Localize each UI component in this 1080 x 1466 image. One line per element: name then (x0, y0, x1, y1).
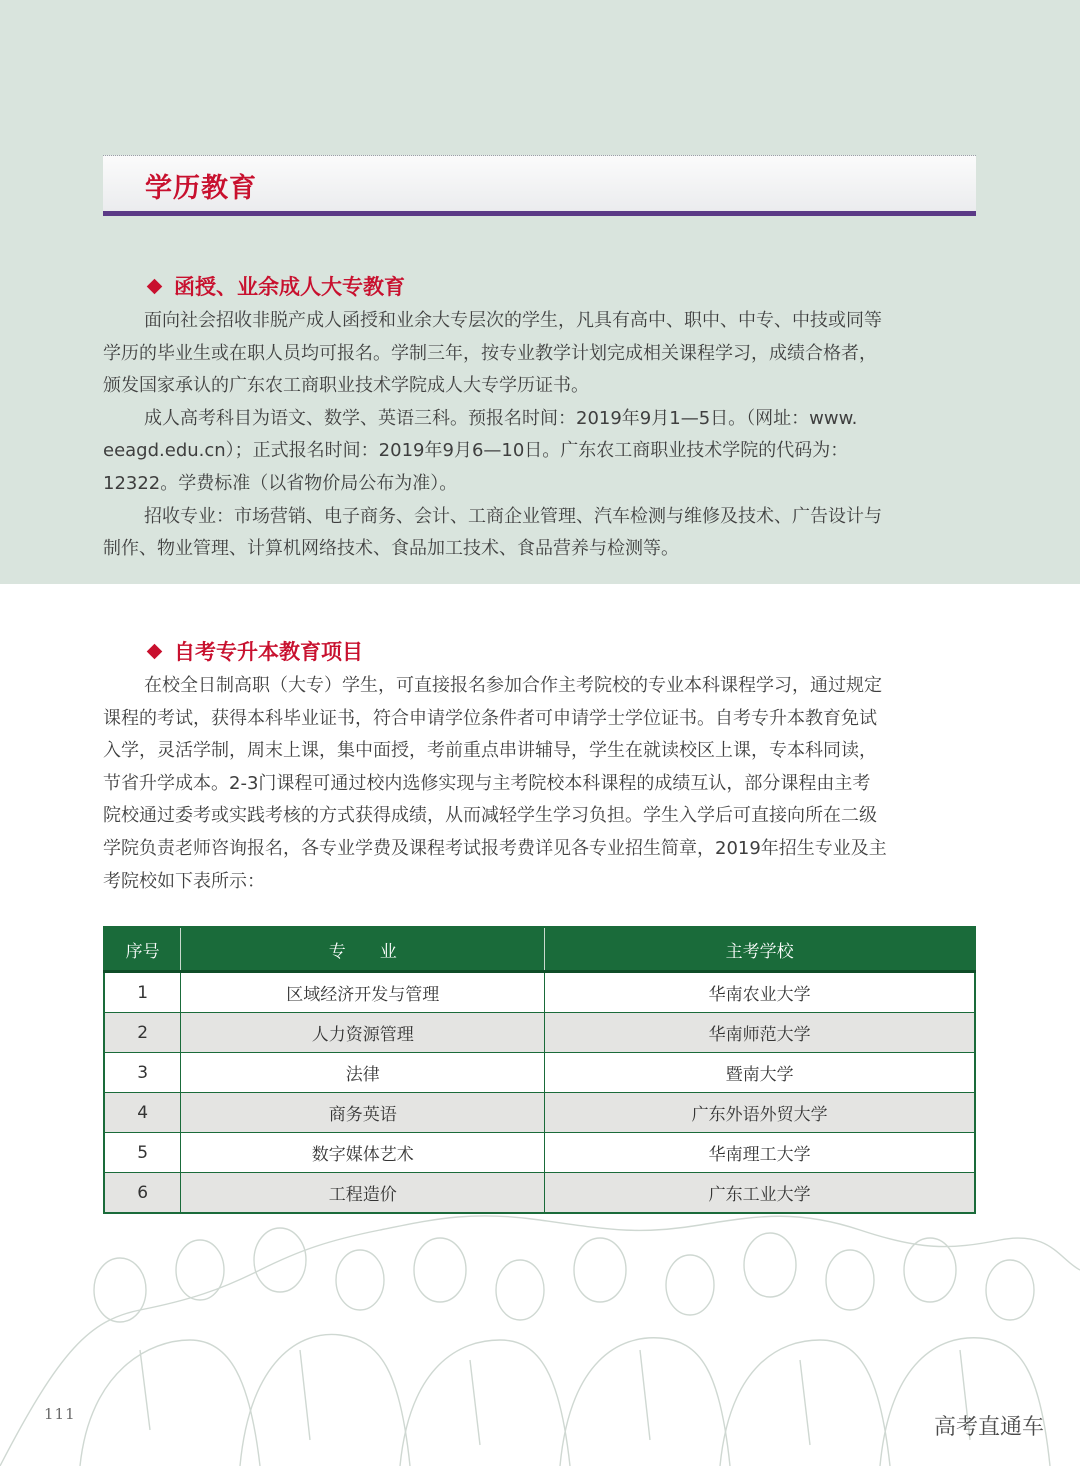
text-line: 成人高考科目为语文、数学、英语三科。预报名时间：2019年9月1—5日。（网址：www. (144, 407, 858, 429)
page-number: 111 (44, 1405, 76, 1423)
text-line: 入学，灵活学制，周末上课，集中面授，考前重点串讲辅导，学生在就读校区上课，专本科同读， (103, 740, 877, 762)
programs-table (103, 926, 976, 1214)
watermark-text: 高考直通车 (934, 1415, 1045, 1440)
header-school: 主考学校 (545, 927, 975, 972)
table-row (104, 972, 975, 1013)
table-row (104, 1053, 975, 1093)
cell-school: 华南师范大学 (545, 1013, 975, 1053)
table-header-row (104, 927, 975, 972)
text-line: 学院负责老师咨询报名，各专业学费及课程考试报考费详见各专业招生简章，2019年招生专业及主 (103, 837, 887, 859)
cell-school: 广东工业大学 (545, 1173, 975, 1214)
cell-school: 华南农业大学 (545, 972, 975, 1013)
paragraph-self-study (103, 670, 976, 898)
subheading-text: 自考专升本教育项目 (174, 640, 363, 664)
paragraph-adult-intro (103, 305, 976, 566)
text-line: 颁发国家承认的广东农工商职业技术学院成人大专学历证书。 (103, 375, 589, 397)
text-line: 面向社会招收非脱产成人函授和业余大专层次的学生，凡具有高中、职中、中专、中技或同等 (144, 310, 882, 331)
cell-index: 4 (104, 1093, 181, 1133)
text-line: 考院校如下表所示： (103, 870, 265, 892)
cell-index: 2 (104, 1013, 181, 1053)
cell-school: 华南理工大学 (545, 1133, 975, 1173)
cell-major: 法律 (181, 1053, 545, 1093)
diamond-bullet-icon (147, 643, 163, 659)
subheading-self-study (145, 636, 363, 666)
text-line: eeagd.edu.cn）；正式报名时间：2019年9月6—10日。广东农工商职业技术学院的代码为： (103, 440, 849, 462)
subheading-adult-college (145, 271, 405, 301)
cell-major: 工程造价 (181, 1173, 545, 1214)
cell-index: 3 (104, 1053, 181, 1093)
text-line: 在校全日制高职（大专）学生，可直接报名参加合作主考院校的专业本科课程学习，通过规定 (144, 675, 882, 696)
cell-school: 广东外语外贸大学 (545, 1093, 975, 1133)
diamond-bullet-icon (147, 278, 163, 294)
header-major: 专 业 (181, 927, 545, 972)
cell-index: 1 (104, 972, 181, 1013)
cell-major: 商务英语 (181, 1093, 545, 1133)
text-line: 院校通过委考或实践考核的方式获得成绩，从而减轻学生学习负担。学生入学后可直接向所在二级 (103, 805, 877, 827)
cell-major: 区域经济开发与管理 (181, 972, 545, 1013)
text-line: 招收专业：市场营销、电子商务、会计、工商企业管理、汽车检测与维修及技术、广告设计与 (144, 505, 882, 527)
cell-major: 数字媒体艺术 (181, 1133, 545, 1173)
section-title: 学历教育 (145, 173, 257, 204)
table-row (104, 1013, 975, 1053)
text-line: 节省升学成本。2-3门课程可通过校内选修实现与主考院校本科课程的成绩互认，部分课程由主考 (103, 772, 871, 794)
text-line: 制作、物业管理、计算机网络技术、食品加工技术、食品营养与检测等。 (103, 538, 679, 560)
text-line: 12322。学费标准（以省物价局公布为准）。 (103, 472, 458, 494)
section-title-bar (103, 155, 976, 216)
crowd-sketch-illustration (0, 1200, 1080, 1466)
subheading-text: 函授、业余成人大专教育 (174, 275, 405, 299)
cell-school: 暨南大学 (545, 1053, 975, 1093)
text-line: 学历的毕业生或在职人员均可报名。学制三年，按专业教学计划完成相关课程学习，成绩合格者， (103, 342, 877, 364)
cell-index: 6 (104, 1173, 181, 1214)
header-index: 序号 (104, 927, 181, 972)
text-line: 课程的考试，获得本科毕业证书，符合申请学位条件者可申请学士学位证书。自考专升本教育免试 (103, 707, 877, 729)
cell-index: 5 (104, 1133, 181, 1173)
cell-major: 人力资源管理 (181, 1013, 545, 1053)
table-row (104, 1093, 975, 1133)
table-row (104, 1133, 975, 1173)
